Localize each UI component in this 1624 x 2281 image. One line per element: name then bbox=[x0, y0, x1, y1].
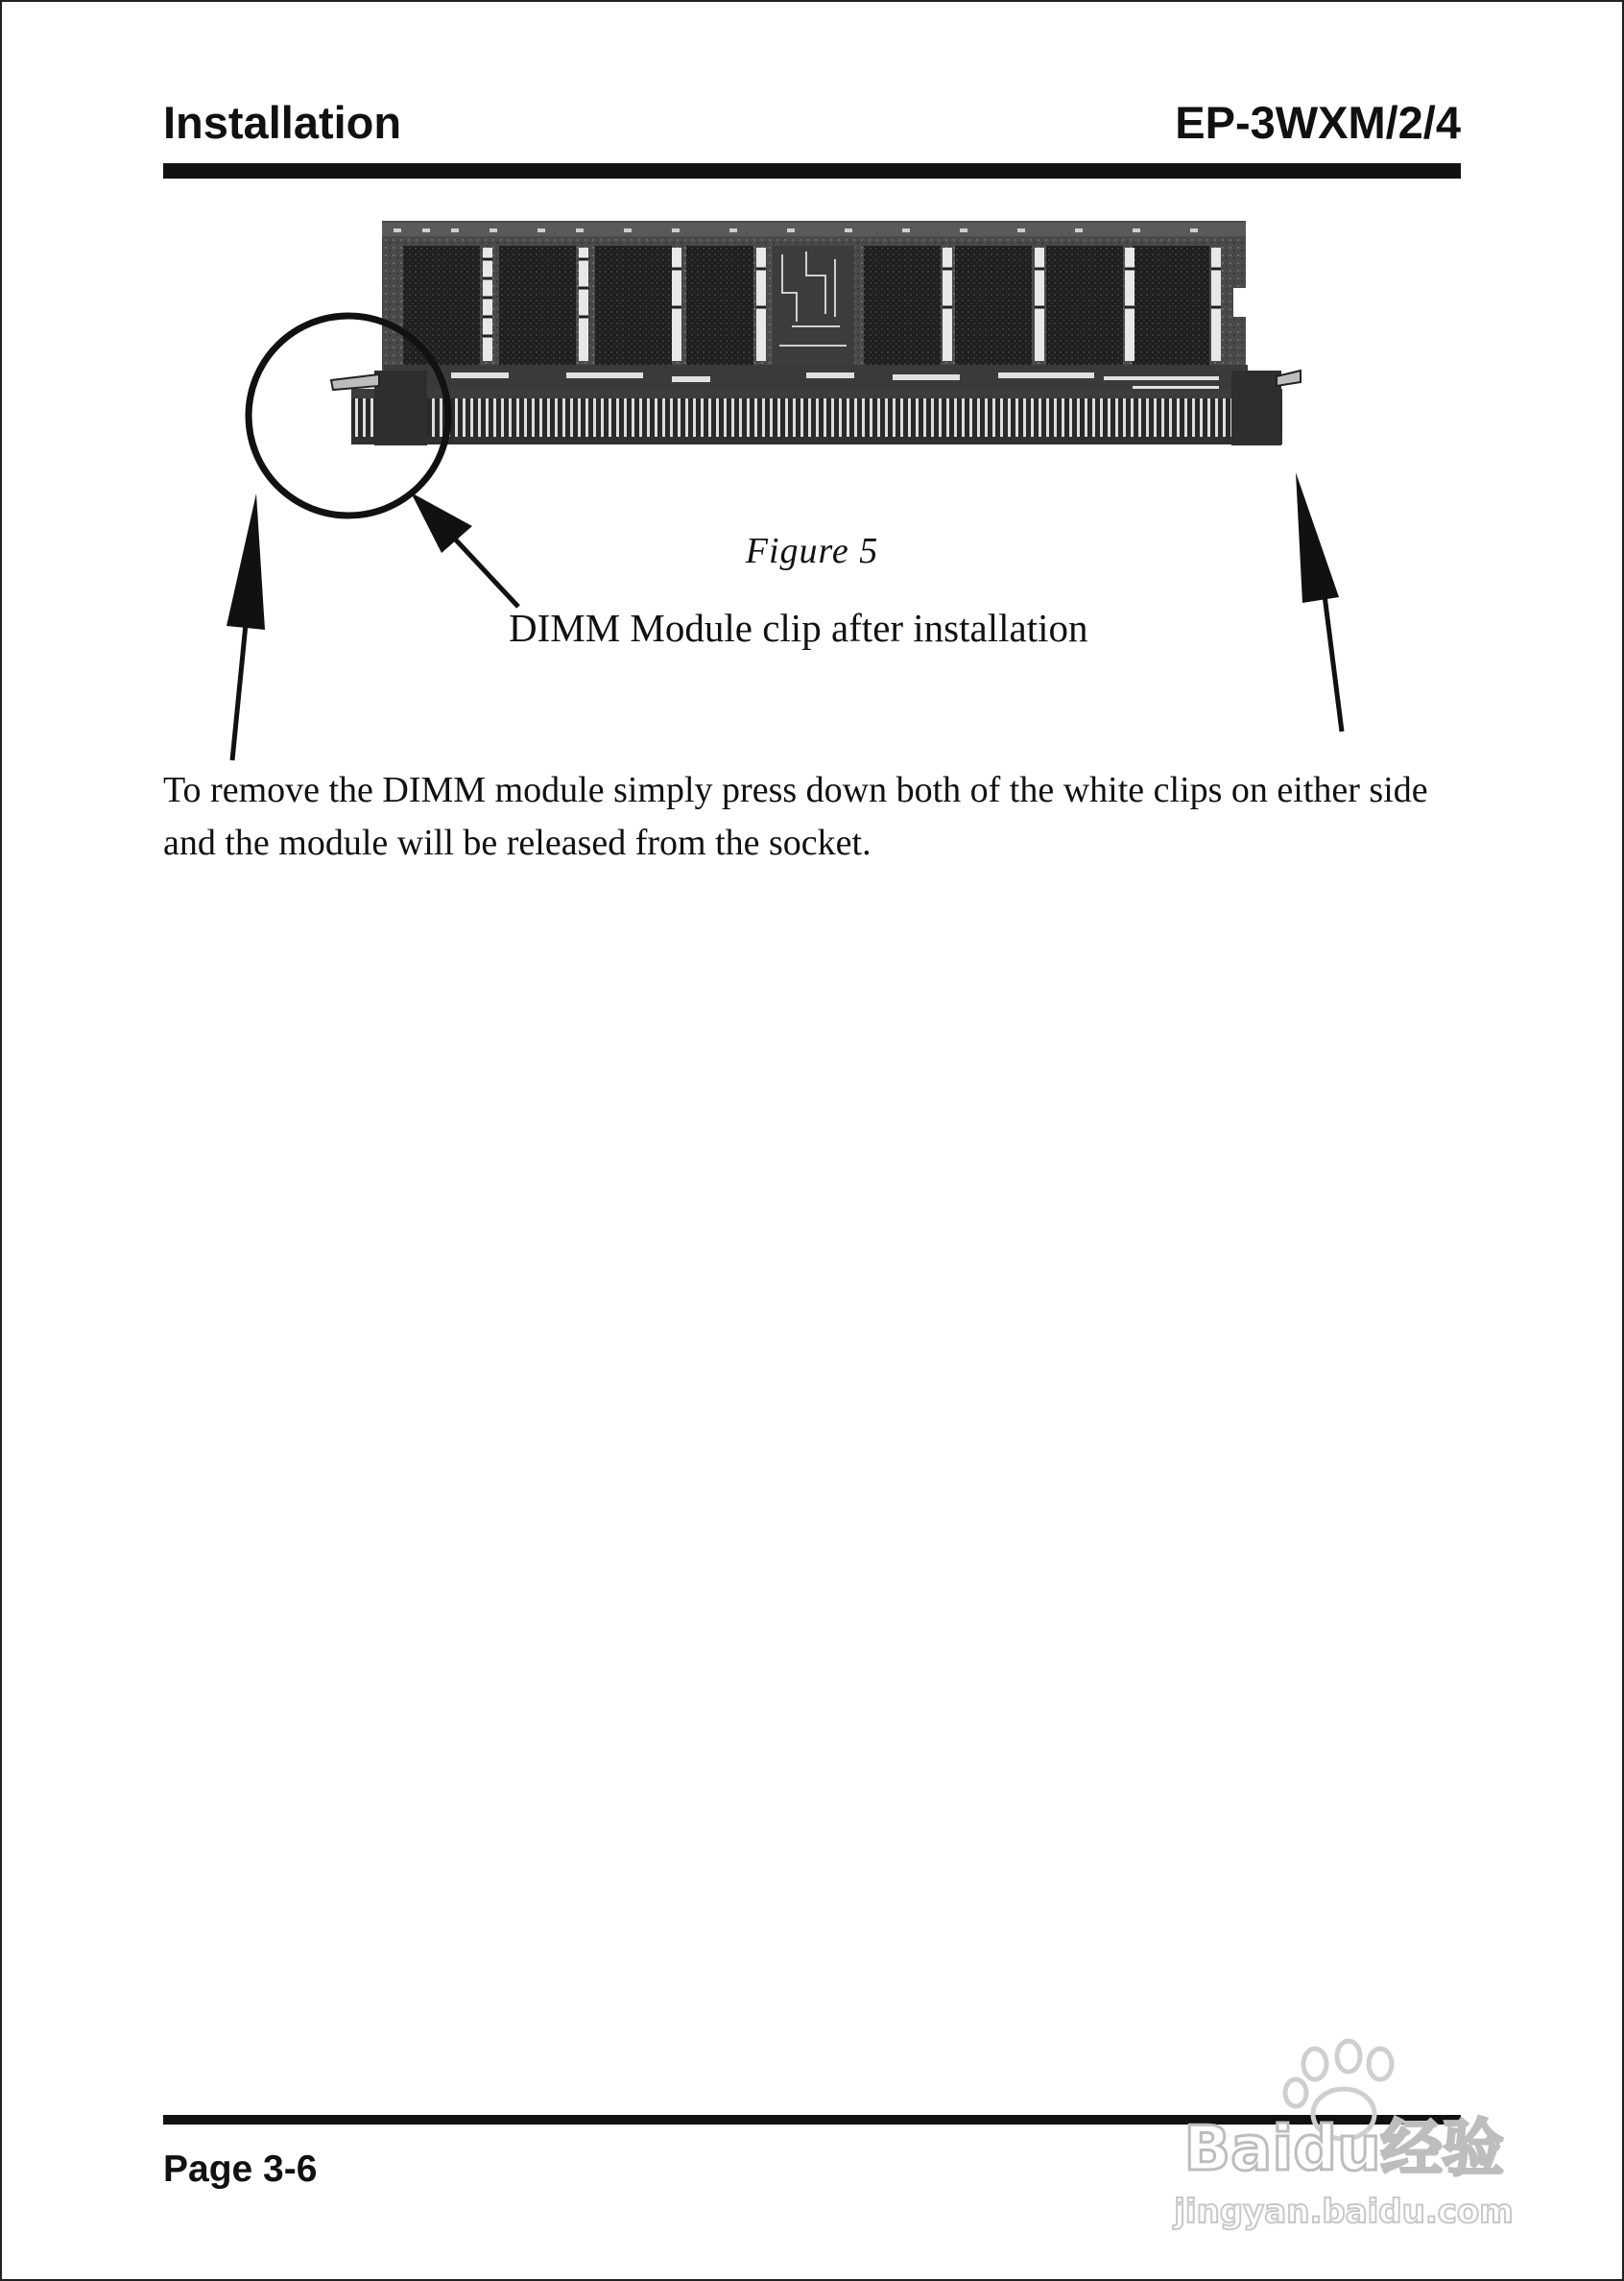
right-clip bbox=[1231, 371, 1281, 445]
section-title: Installation bbox=[163, 97, 402, 148]
figure-caption: Figure 5 bbox=[745, 531, 879, 571]
dimm-figure bbox=[0, 0, 1624, 768]
right-arrow bbox=[1296, 472, 1342, 732]
body-paragraph: To remove the DIMM module simply press down both of the white clips on either side and the module will be released from the socket. bbox=[163, 770, 1428, 863]
dimm-module-photo bbox=[382, 221, 1249, 394]
model-number: EP-3WXM/2/4 bbox=[1175, 97, 1461, 148]
watermark-url: jingyan.baidu.com bbox=[1174, 2193, 1514, 2231]
baidu-watermark bbox=[1152, 2026, 1536, 2237]
memory-chips bbox=[403, 246, 1221, 365]
callout-label: DIMM Module clip after installation bbox=[509, 606, 1088, 650]
left-clip bbox=[374, 371, 427, 445]
page-number: Page 3-6 bbox=[163, 2149, 318, 2190]
watermark-brand: Baidu经验 bbox=[1183, 2114, 1504, 2185]
